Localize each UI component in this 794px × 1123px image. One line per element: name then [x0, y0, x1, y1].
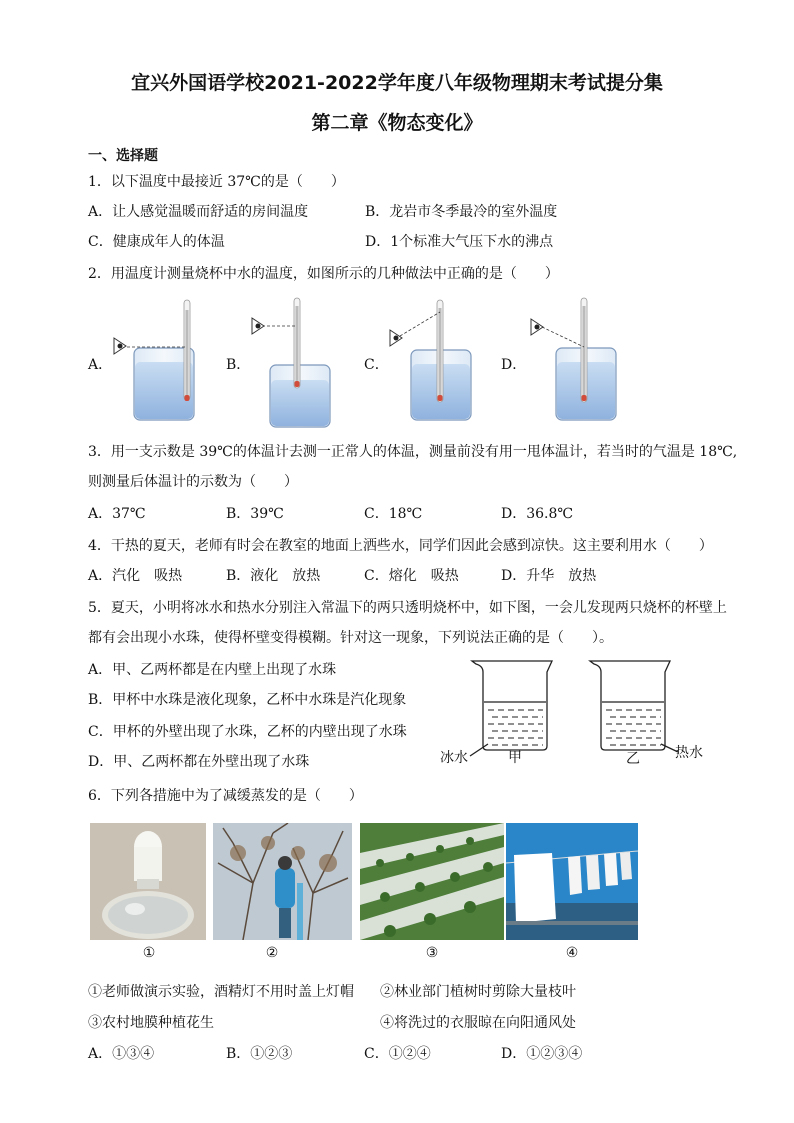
q5-option-a: A．甲、乙两杯都是在内壁上出现了水珠 [88, 662, 337, 678]
photo-drying-clothes [506, 823, 638, 940]
q3-stem-line1: 3．用一支示数是 39℃的体温计去测一正常人的体温，测量前没有用一甩体温计，若当时的气温是 18℃, [88, 444, 738, 460]
photo-pruning-tree [213, 823, 352, 940]
q6-option-b: B．①②③ [226, 1046, 293, 1062]
q2-stem: 2．用温度计测量烧杯中水的温度，如图所示的几种做法中正确的是（ ） [88, 266, 559, 282]
q4-stem: 4．干热的夏天，老师有时会在教室的地面上洒些水，同学们因此会感到凉快。这主要利用水（ ） [88, 538, 713, 554]
q1-option-c: C．健康成年人的体温 [88, 234, 225, 250]
chapter-subtitle: 第二章《物态变化》 [311, 112, 483, 134]
q1-option-d: D．1个标准大气压下水的沸点 [365, 234, 554, 250]
photo-alcohol-lamp [90, 823, 206, 940]
q2-label-c: C． [364, 357, 389, 373]
section-heading: 一、选择题 [88, 148, 158, 164]
q6-measure-1: ①老师做演示实验，酒精灯不用时盖上灯帽 [88, 984, 354, 1000]
photo-caption-4: ④ [565, 945, 579, 961]
photo-caption-3: ③ [425, 945, 439, 961]
q4-option-d: D．升华 放热 [501, 568, 597, 584]
q4-option-a: A．汽化 吸热 [88, 568, 183, 584]
beaker-d [531, 298, 616, 420]
q6-option-a: A．①③④ [88, 1046, 155, 1062]
q6-option-d: D．①②③④ [501, 1046, 583, 1062]
q2-label-b: B． [226, 357, 251, 373]
beaker-a [114, 300, 194, 420]
q3-option-b: B．39℃ [226, 506, 284, 522]
q5-option-c: C．甲杯的外壁出现了水珠，乙杯的内壁出现了水珠 [88, 724, 407, 740]
q5-option-d: D．甲、乙两杯都在外壁出现了水珠 [88, 754, 310, 770]
q2-label-d: D． [501, 357, 527, 373]
q4-option-c: C．熔化 吸热 [364, 568, 459, 584]
q3-option-c: C．18℃ [364, 506, 423, 522]
q5-label-jia: 甲 [508, 750, 522, 766]
q5-option-b: B．甲杯中水珠是液化现象，乙杯中水珠是汽化现象 [88, 692, 407, 708]
q6-measure-3: ③农村地膜种植花生 [88, 1015, 214, 1031]
q3-stem-line2: 则测量后体温计的示数为（ ） [88, 474, 298, 490]
q5-beaker-figure [430, 655, 710, 770]
photo-caption-1: ① [142, 945, 156, 961]
q1-option-b: B．龙岩市冬季最冷的室外温度 [365, 204, 558, 220]
q2-label-a: A． [88, 357, 113, 373]
q6-stem: 6．下列各措施中为了减缓蒸发的是（ ） [88, 788, 363, 804]
q6-measure-2: ②林业部门植树时剪除大量枝叶 [380, 984, 576, 1000]
beaker-b [252, 298, 330, 427]
q5-label-yi: 乙 [626, 751, 640, 767]
q5-stem-line1: 5．夏天，小明将冰水和热水分别注入常温下的两只透明烧杯中，如下图，一会儿发现两只烧杯的杯壁上 [88, 600, 727, 616]
q6-measure-4: ④将洗过的衣服晾在向阳通风处 [380, 1015, 576, 1031]
q5-stem-line2: 都有会出现小水珠，使得杯壁变得模糊。针对这一现象，下列说法正确的是（ ）。 [88, 630, 613, 646]
q6-option-c: C．①②④ [364, 1046, 431, 1062]
q4-option-b: B．液化 放热 [226, 568, 321, 584]
q3-option-d: D．36.8℃ [501, 506, 574, 522]
photo-plastic-film-field [360, 823, 504, 940]
page-title: 宜兴外国语学校2021-2022学年度八年级物理期末考试提分集 [131, 72, 663, 94]
q5-label-hot-water: 热水 [675, 745, 703, 761]
beaker-c [390, 300, 471, 420]
q1-option-a: A．让人感觉温暖而舒适的房间温度 [88, 204, 309, 220]
q1-stem: 1．以下温度中最接近 37℃的是（ ） [88, 174, 345, 190]
q2-thermometer-figure [0, 290, 794, 430]
photo-caption-2: ② [265, 945, 279, 961]
q5-label-ice-water: 冰水 [440, 750, 468, 766]
q3-option-a: A．37℃ [88, 506, 146, 522]
